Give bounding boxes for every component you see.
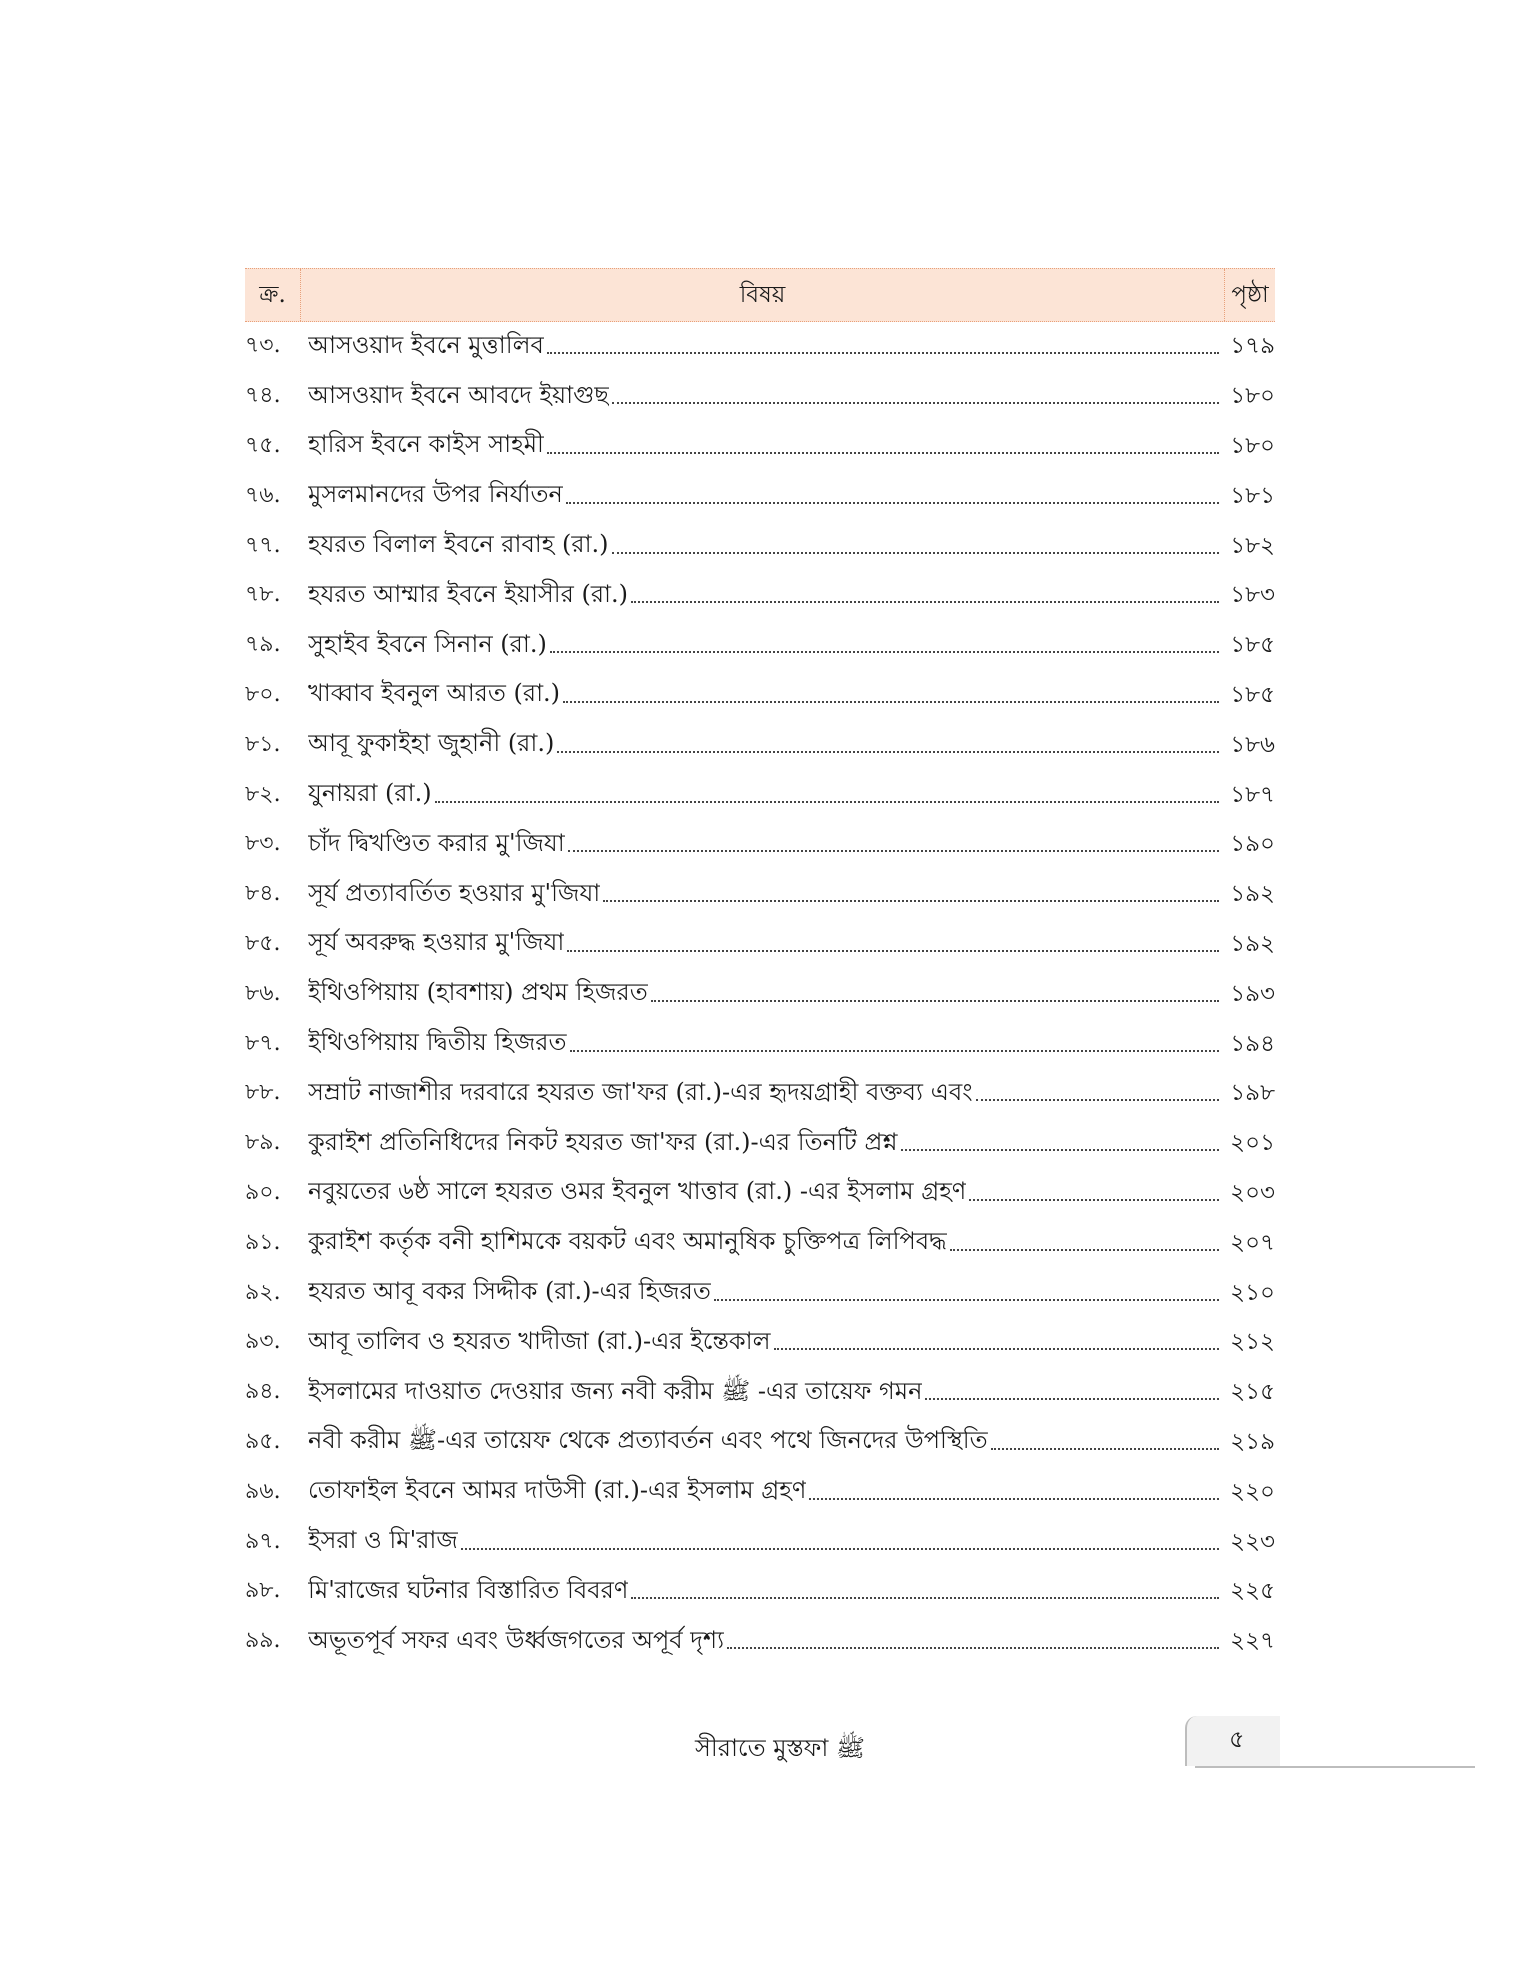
toc-row-number: ৮৩.	[245, 831, 281, 857]
dot-leader	[925, 1397, 1219, 1400]
toc-row[interactable]	[245, 1318, 1275, 1368]
toc-row-page: ২১৫	[1230, 1379, 1275, 1406]
page-number: ৫	[1229, 1725, 1245, 1753]
toc-row-page: ১৮৭	[1230, 781, 1275, 808]
header-topic-label: বিষয়	[739, 281, 786, 308]
toc-row-page: ১৯০	[1230, 831, 1275, 858]
toc-row-number: ৭৫.	[245, 432, 281, 458]
toc-row-title: কুরাইশ কর্তৃক বনী হাশিমকে বয়কট এবং অমানুষিক চুক্তিপত্র লিপিবদ্ধ	[308, 1227, 947, 1256]
toc-row-number: ৯০.	[245, 1179, 281, 1205]
toc-row-number: ৯৭.	[245, 1528, 281, 1554]
book-title: সীরাতে মুস্তফা ﷺ	[695, 1734, 865, 1762]
toc-row-number: ৭৪.	[245, 383, 281, 409]
toc-row[interactable]	[245, 1218, 1275, 1268]
toc-row-title: মুসলমানদের উপর নির্যাতন	[308, 480, 563, 509]
toc-row-number: ৭৬.	[245, 482, 281, 508]
toc-row-page: ১৮০	[1230, 432, 1275, 459]
dot-leader	[557, 750, 1219, 753]
toc-row-number: ৭৮.	[245, 582, 281, 608]
dot-leader	[567, 949, 1219, 952]
toc-row-page: ২১০	[1230, 1279, 1275, 1306]
toc-row[interactable]	[245, 870, 1275, 920]
toc-row-title: ইসরা ও মি'রাজ	[308, 1526, 458, 1555]
toc-row-page: ১৯৩	[1230, 980, 1275, 1007]
toc-row-page: ১৮১	[1230, 482, 1275, 509]
toc-row-page: ২১২	[1230, 1329, 1275, 1356]
toc-row-number: ৯৬.	[245, 1478, 281, 1504]
dot-leader	[547, 451, 1219, 454]
toc-row[interactable]	[245, 770, 1275, 820]
toc-row[interactable]	[245, 621, 1275, 671]
toc-row-page: ২২৭	[1230, 1628, 1275, 1655]
toc-row-number: ৮০.	[245, 681, 281, 707]
dot-leader	[612, 401, 1219, 404]
toc-row[interactable]	[245, 372, 1275, 422]
dot-leader	[651, 999, 1219, 1002]
toc-row-page: ২০১	[1230, 1130, 1275, 1157]
toc-row[interactable]	[245, 1019, 1275, 1069]
toc-row-page: ১৮৫	[1230, 681, 1275, 708]
toc-row[interactable]	[245, 1617, 1275, 1667]
toc-row-page: ২২০	[1230, 1478, 1275, 1505]
toc-rows	[245, 322, 1275, 1667]
dot-leader	[568, 849, 1219, 852]
toc-row-title: আসওয়াদ ইবনে মুত্তালিব	[308, 330, 544, 359]
toc-row[interactable]	[245, 1418, 1275, 1468]
toc-row-number: ৯৩.	[245, 1329, 281, 1355]
toc-row[interactable]	[245, 1069, 1275, 1119]
toc-row-page: ১৯২	[1230, 930, 1275, 957]
toc-row[interactable]	[245, 1467, 1275, 1517]
dot-leader	[461, 1547, 1219, 1550]
toc-row-title: মি'রাজের ঘটনার বিস্তারিত বিবরণ	[308, 1575, 629, 1604]
toc-row[interactable]	[245, 521, 1275, 571]
toc-row-title: অভূতপূর্ব সফর এবং উর্ধ্বজগতের অপূর্ব দৃশ্য	[308, 1625, 725, 1654]
toc-row-page: ২০৭	[1230, 1229, 1275, 1256]
toc-row-title: নবুয়তের ৬ষ্ঠ সালে হযরত ওমর ইবনুল খাত্তাব (রা.) -এর ইসলাম গ্রহণ	[308, 1177, 967, 1206]
toc-row-number: ৯৫.	[245, 1428, 281, 1454]
dot-leader	[550, 650, 1219, 653]
toc-row-number: ৯৯.	[245, 1628, 281, 1654]
toc-row-number: ৭৩.	[245, 333, 281, 359]
toc-row-number: ৯২.	[245, 1279, 281, 1305]
toc-row-number: ৮৫.	[245, 930, 281, 956]
toc-row-title: হারিস ইবনে কাইস সাহমী	[308, 430, 544, 459]
toc-row-number: ৯১.	[245, 1229, 281, 1255]
toc-row-number: ৮১.	[245, 731, 281, 757]
dot-leader	[570, 1049, 1219, 1052]
toc-row-page: ১৮৩	[1230, 582, 1275, 609]
dot-leader	[566, 501, 1219, 504]
toc-row-page: ১৮৬	[1230, 731, 1275, 758]
toc-row-page: ১৮৫	[1230, 632, 1275, 659]
toc-row-title: ইথিওপিয়ায় (হাবশায়) প্রথম হিজরত	[308, 978, 648, 1007]
toc-row-title: নবী করীম ﷺ-এর তায়েফ থেকে প্রত্যাবর্তন এবং পথে জিনদের উপস্থিতি	[308, 1426, 988, 1455]
dot-leader	[969, 1198, 1219, 1201]
toc-row-title: তোফাইল ইবনে আমর দাউসী (রা.)-এর ইসলাম গ্রহণ	[308, 1476, 807, 1505]
toc-row-title: ইথিওপিয়ায় দ্বিতীয় হিজরত	[308, 1028, 567, 1057]
toc-row-number: ৮৪.	[245, 881, 281, 907]
toc-row-number: ৭৯.	[245, 632, 281, 658]
toc-row-number: ৭৭.	[245, 532, 281, 558]
dot-leader	[714, 1298, 1219, 1301]
toc-row-number: ৮৮.	[245, 1080, 281, 1106]
toc-row-page: ১৯৪	[1230, 1030, 1275, 1057]
toc-row-title: সম্রাট নাজাশীর দরবারে হযরত জা'ফর (রা.)-এর হৃদয়গ্রাহী বক্তব্য এবং	[308, 1077, 973, 1106]
toc-row-title: হযরত বিলাল ইবনে রাবাহ (রা.)	[308, 530, 609, 559]
toc-row-page: ১৯২	[1230, 881, 1275, 908]
toc-row[interactable]	[245, 1567, 1275, 1617]
dot-leader	[950, 1248, 1219, 1251]
header-serial-label: ক্র.	[245, 269, 301, 321]
toc-row-page: ১৯৮	[1230, 1080, 1275, 1107]
toc-row[interactable]	[245, 969, 1275, 1019]
toc-row-number: ৮৬.	[245, 980, 281, 1006]
toc-row-title: হযরত আবূ বকর সিদ্দীক (রা.)-এর হিজরত	[308, 1277, 711, 1306]
toc-row[interactable]	[245, 720, 1275, 770]
toc-row-number: ৮৯.	[245, 1130, 281, 1156]
toc-row-title: যুনায়রা (রা.)	[308, 779, 432, 808]
toc-row-page: ২২৫	[1230, 1578, 1275, 1605]
toc-row-page: ১৮০	[1230, 383, 1275, 410]
toc-row-number: ৮৭.	[245, 1030, 281, 1056]
dot-leader	[809, 1497, 1219, 1500]
dot-leader	[603, 899, 1219, 902]
dot-leader	[631, 1596, 1219, 1599]
dot-leader	[612, 551, 1219, 554]
toc-row[interactable]	[245, 471, 1275, 521]
header-page-label: পৃষ্ঠা	[1224, 269, 1275, 321]
toc-row-number: ৮২.	[245, 781, 281, 807]
toc-row-title: ইসলামের দাওয়াত দেওয়ার জন্য নবী করীম ﷺ -এর তায়েফ গমন	[308, 1376, 923, 1405]
toc-row-page: ২১৯	[1230, 1428, 1275, 1455]
toc-row[interactable]	[245, 1268, 1275, 1318]
toc-row-number: ৯৪.	[245, 1379, 281, 1405]
toc-row-title: সূর্য প্রত্যাবর্তিত হওয়ার মু'জিযা	[308, 878, 601, 907]
toc-row[interactable]	[245, 920, 1275, 970]
toc-row-page: ২০৩	[1230, 1179, 1275, 1206]
toc-row-title: হযরত আম্মার ইবনে ইয়াসীর (রা.)	[308, 579, 628, 608]
toc-row-title: আসওয়াদ ইবনে আবদে ইয়াগুছ	[308, 380, 609, 409]
toc-row[interactable]	[245, 1119, 1275, 1169]
dot-leader	[901, 1148, 1219, 1151]
toc-row-title: আবূ তালিব ও হযরত খাদীজা (রা.)-এর ইন্তেকাল	[308, 1326, 771, 1355]
dot-leader	[774, 1347, 1219, 1350]
dot-leader	[563, 700, 1219, 703]
toc-row-title: কুরাইশ প্রতিনিধিদের নিকট হযরত জা'ফর (রা.)-এর তিনটি প্রশ্ন	[308, 1127, 898, 1156]
toc-row-page: ১৮২	[1230, 532, 1275, 559]
dot-leader	[976, 1098, 1219, 1101]
dot-leader	[631, 600, 1219, 603]
toc-row-page: ২২৩	[1230, 1528, 1275, 1555]
toc-row-title: সুহাইব ইবনে সিনান (রা.)	[308, 629, 547, 658]
toc-row[interactable]	[245, 671, 1275, 721]
toc-row[interactable]	[245, 1169, 1275, 1219]
dot-leader	[435, 800, 1219, 803]
dot-leader	[991, 1447, 1219, 1450]
toc-row[interactable]	[245, 322, 1275, 372]
toc-header	[245, 268, 1275, 322]
dot-leader	[547, 351, 1219, 354]
footer-rule	[1195, 1766, 1475, 1768]
toc-row[interactable]	[245, 1517, 1275, 1567]
table-of-contents	[245, 268, 1275, 1667]
toc-row-title: চাঁদ দ্বিখণ্ডিত করার মু'জিযা	[308, 828, 565, 857]
toc-row-title: সূর্য অবরুদ্ধ হওয়ার মু'জিযা	[308, 928, 565, 957]
toc-row-number: ৯৮.	[245, 1578, 281, 1604]
toc-row[interactable]	[245, 571, 1275, 621]
toc-row-title: আবূ ফুকাইহা জুহানী (রা.)	[308, 729, 555, 758]
dot-leader	[727, 1646, 1219, 1649]
toc-row-page: ১৭৯	[1230, 333, 1275, 360]
toc-row[interactable]	[245, 820, 1275, 870]
page-number-box	[1185, 1716, 1280, 1766]
toc-row[interactable]	[245, 1368, 1275, 1418]
toc-row[interactable]	[245, 422, 1275, 472]
toc-row-title: খাব্বাব ইবনুল আরত (রা.)	[308, 679, 561, 708]
